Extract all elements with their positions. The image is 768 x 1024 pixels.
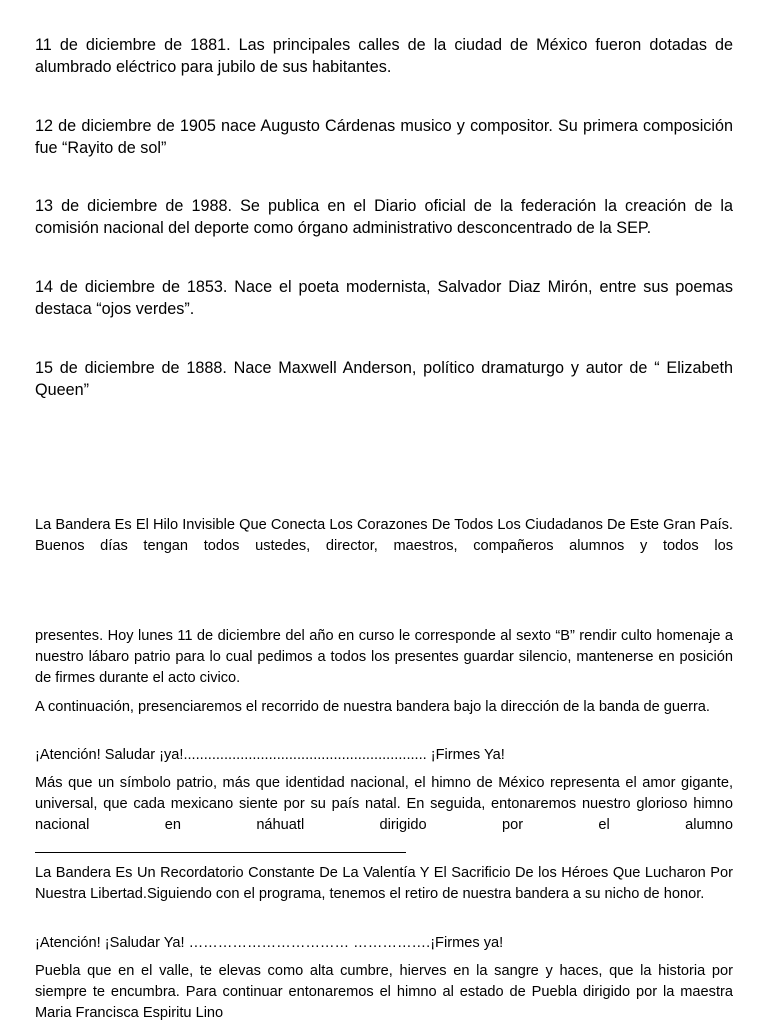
- paragraph-bandera-intro: La Bandera Es El Hilo Invisible Que Conecta Los Corazones De Todos Los Ciudadanos De Este Gran País. Buenos días tengan todos ustedes, director, maestros, compañeros alumnos y todos los: [35, 517, 733, 554]
- efemeride-11-diciembre: 11 de diciembre de 1881. Las principales calles de la ciudad de México fueron dotadas de alumbrado eléctrico para jubilo de sus habitantes.: [35, 36, 733, 76]
- efemeride-13-diciembre: 13 de diciembre de 1988. Se publica en el Diario oficial de la federación la creación de la comisión nacional del deporte como órgano administrativo desconcentrado de la SEP.: [35, 197, 733, 237]
- paragraph-saludo-firmes: ¡Atención! Saludar ¡ya!............................................................ ¡Firmes Ya!: [35, 747, 505, 763]
- paragraph-himno-nacional: Más que un símbolo patrio, más que identidad nacional, el himno de México representa el amor gigante, universal, que cada mexicano siente por su país natal. En seguida, entonaremos nuestro glorioso himno nacional en náhuatl dirigido por el alumno: [35, 775, 733, 833]
- efemeride-14-diciembre: 14 de diciembre de 1853. Nace el poeta modernista, Salvador Diaz Mirón, entre sus poemas destaca “ojos verdes”.: [35, 278, 733, 318]
- paragraph-presentes: presentes. Hoy lunes 11 de diciembre del año en curso le corresponde al sexto “B” rendir culto homenaje a nuestro lábaro patrio para lo cual pedimos a todos los presentes guardar silencio, mantenerse en posición de firmes durante el acto civico.: [35, 628, 733, 686]
- paragraph-himno-puebla: Puebla que en el valle, te elevas como alta cumbre, hierves en la sangre y haces, que la historia por siempre te encumbra. Para continuar entonaremos el himno al estado de Puebla dirigido por la maestra Maria Francisca Espiritu Lino: [35, 963, 733, 1021]
- paragraph-saludo-retiro: ¡Atención! ¡Saludar Ya! …………………………… …………….¡Firmes ya!: [35, 935, 504, 951]
- blank-name-line: [35, 852, 406, 853]
- paragraph-retiro-bandera: La Bandera Es Un Recordatorio Constante De La Valentía Y El Sacrificio De los Héroes Que Lucharon Por Nuestra Libertad.Siguiendo con el programa, tenemos el retiro de nuestra bandera a su nicho de honor.: [35, 865, 733, 902]
- efemeride-12-diciembre: 12 de diciembre de 1905 nace Augusto Cárdenas musico y compositor. Su primera composición fue “Rayito de sol”: [35, 117, 733, 157]
- efemeride-15-diciembre: 15 de diciembre de 1888. Nace Maxwell Anderson, político dramaturgo y autor de “ Elizabeth Queen”: [35, 359, 733, 399]
- paragraph-recorrido: A continuación, presenciaremos el recorrido de nuestra bandera bajo la dirección de la banda de guerra.: [35, 699, 710, 715]
